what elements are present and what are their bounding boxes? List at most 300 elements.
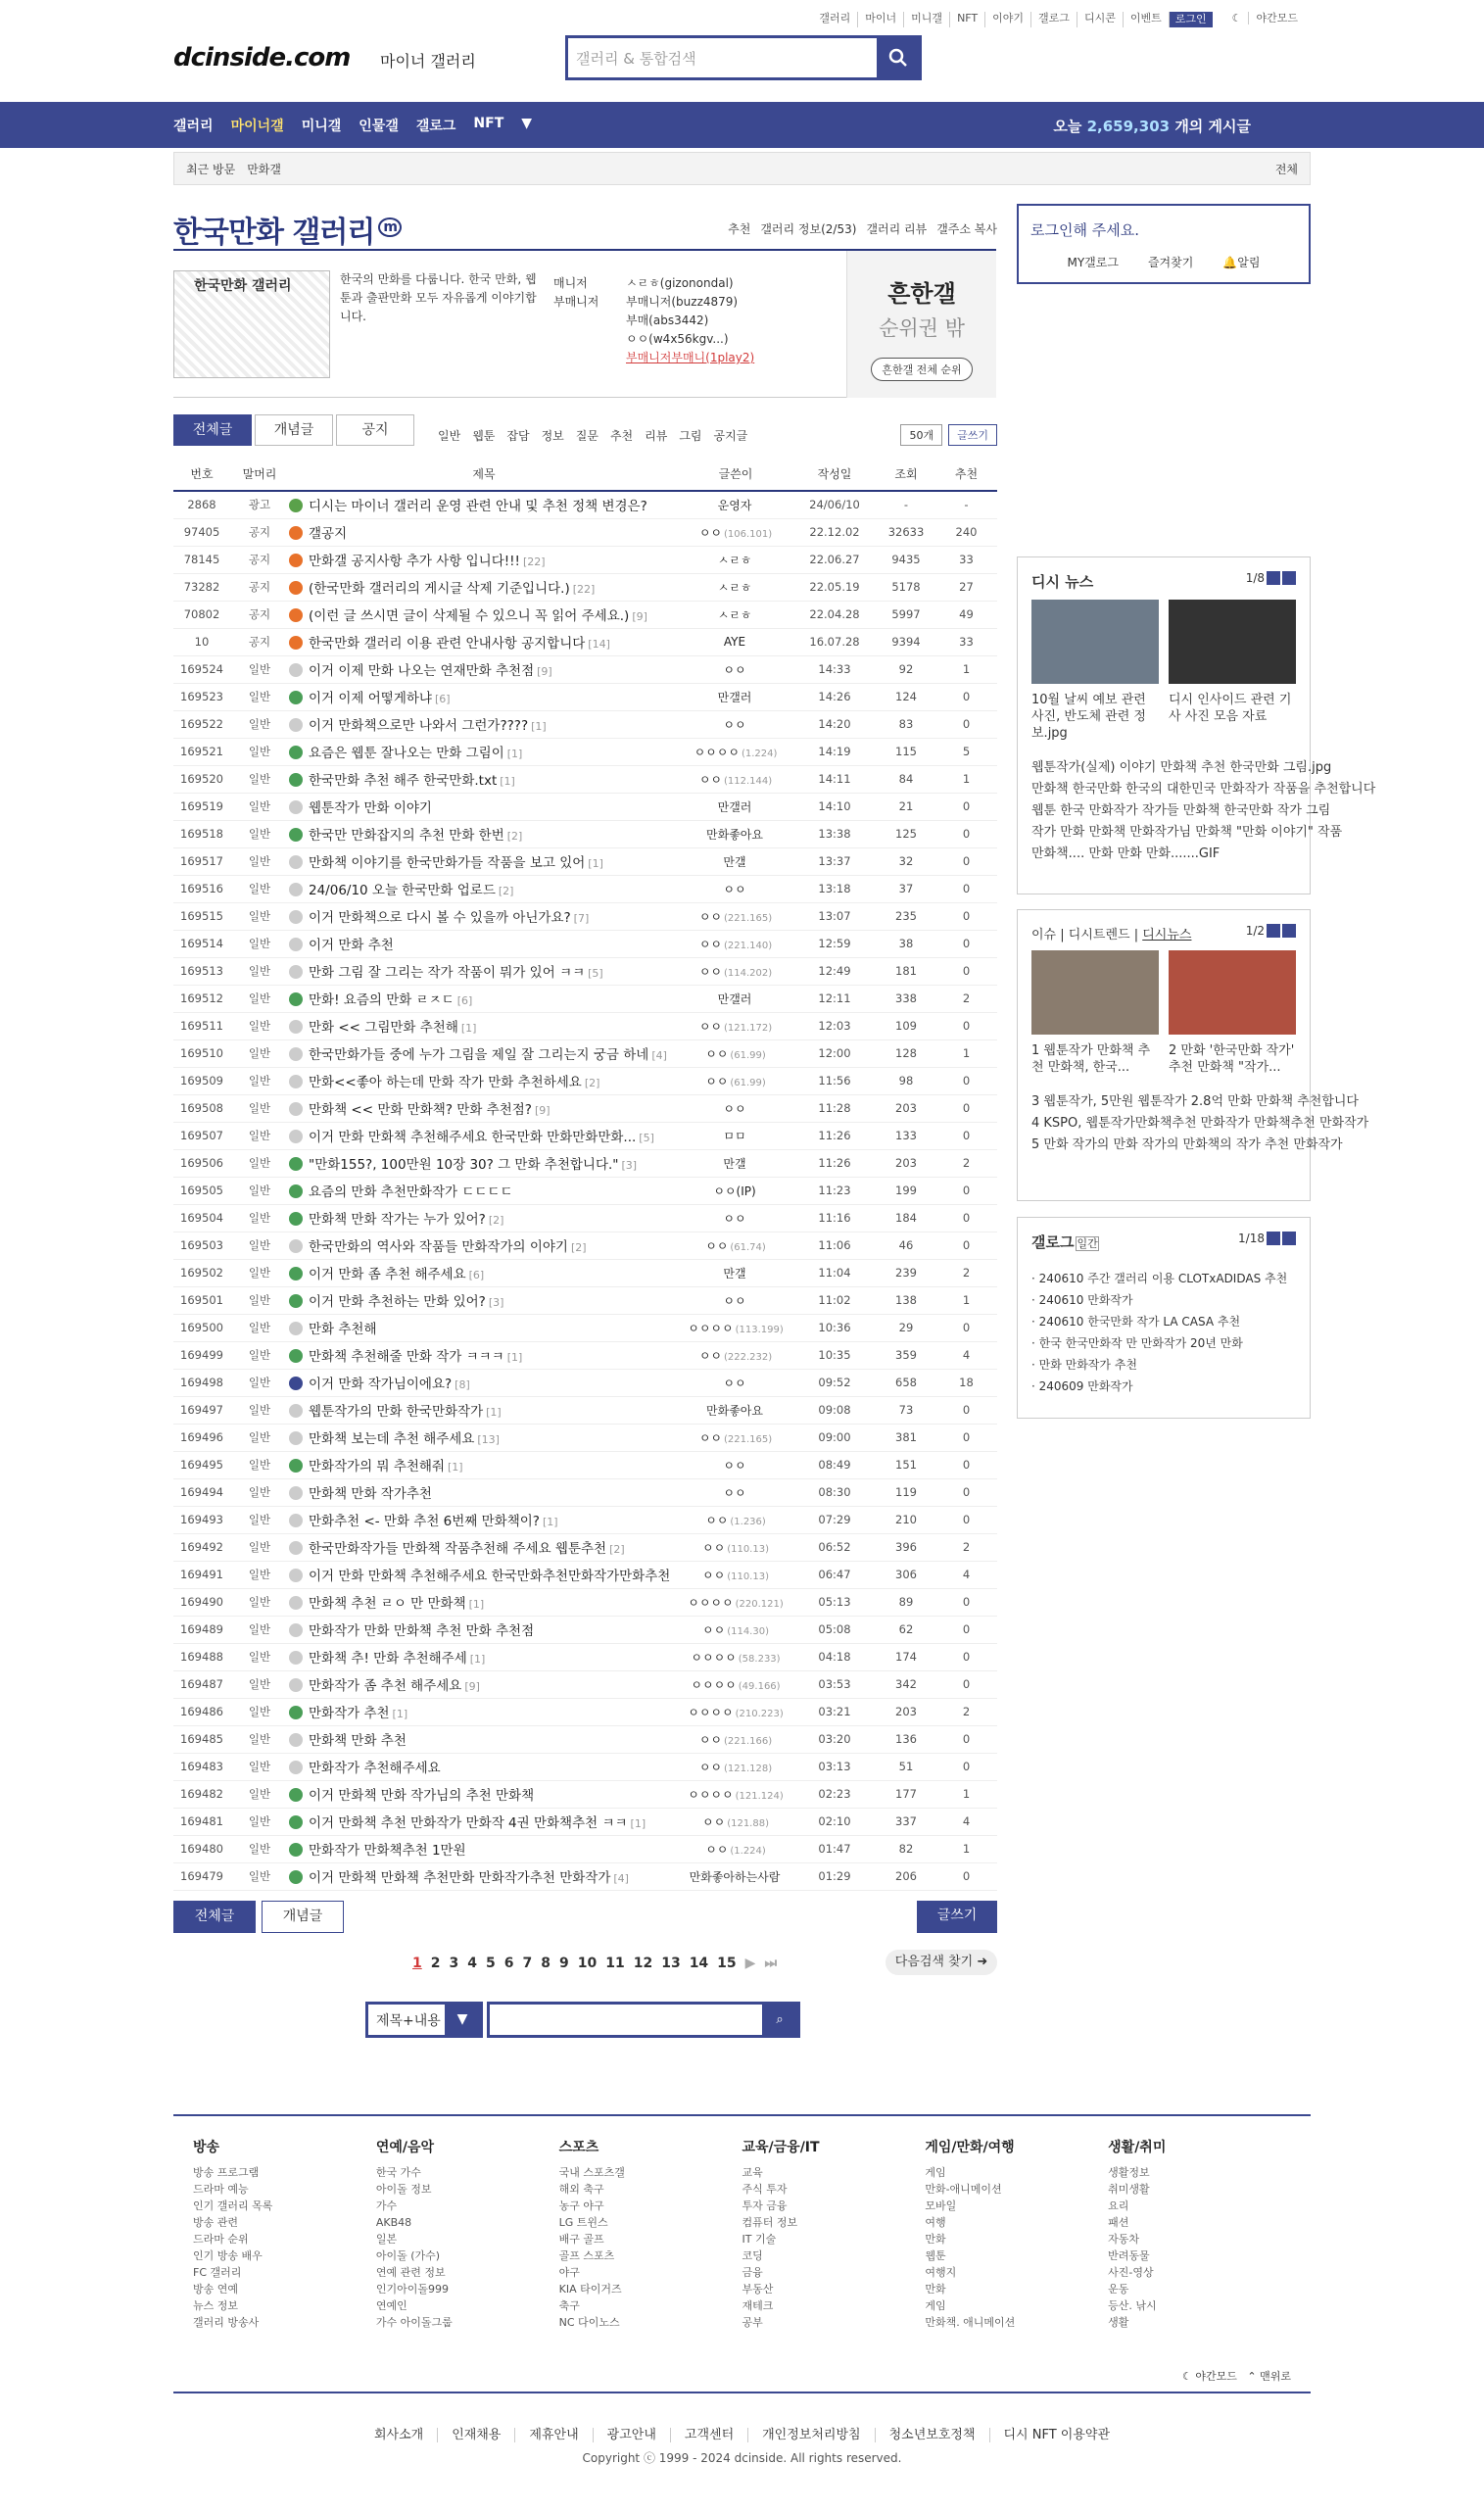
- post-writer-cell[interactable]: [679, 1533, 792, 1561]
- post-writer-cell[interactable]: [679, 1808, 792, 1835]
- footer-column-link[interactable]: AKB48: [375, 2216, 412, 2229]
- post-writer-cell[interactable]: [679, 1314, 792, 1341]
- list-count-select[interactable]: 50개: [900, 424, 942, 446]
- head-filter[interactable]: 리뷰: [645, 429, 668, 443]
- post-writer[interactable]: ㅇㅇㅇㅇ: [688, 1705, 734, 1719]
- post-writer-cell[interactable]: [679, 1643, 792, 1670]
- prev-icon[interactable]: [1267, 1232, 1280, 1245]
- footer-column-link[interactable]: 부동산: [742, 2283, 774, 2296]
- gallery-info-link[interactable]: 갤러리 정보(2/53): [760, 222, 857, 236]
- prev-icon[interactable]: [1267, 571, 1280, 585]
- footer-link[interactable]: 고객센터: [671, 2428, 748, 2442]
- post-title-cell[interactable]: [289, 985, 679, 1012]
- post-writer[interactable]: ㅇㅇ: [705, 1238, 729, 1253]
- page-link[interactable]: 3: [449, 1956, 459, 1971]
- footer-link[interactable]: 개인정보처리방침: [748, 2428, 875, 2442]
- footer-column-link[interactable]: 여행지: [925, 2266, 957, 2279]
- post-writer[interactable]: ㅇㅇㅇㅇ: [688, 1321, 734, 1335]
- post-writer-cell[interactable]: [679, 1424, 792, 1451]
- post-title-cell[interactable]: [289, 765, 679, 793]
- table-row[interactable]: [173, 1396, 997, 1424]
- post-title-cell[interactable]: [289, 573, 679, 601]
- post-writer-cell[interactable]: [679, 1753, 792, 1780]
- post-title[interactable]: 한국만화 추천 해주 한국만화.txt: [309, 773, 498, 789]
- post-title-cell[interactable]: [289, 1094, 679, 1122]
- footer-column-link[interactable]: 만화-애니메이션: [925, 2183, 1002, 2196]
- table-row[interactable]: [173, 1753, 997, 1780]
- post-title-cell[interactable]: [289, 1369, 679, 1396]
- footer-column-link[interactable]: 여행: [925, 2216, 946, 2229]
- footer-column-link[interactable]: 웹툰: [925, 2249, 946, 2262]
- post-writer[interactable]: ㅇㅇ: [698, 937, 723, 951]
- issue-caption[interactable]: 2 만화 '한국만화 작가' 추천 만화책 "작가...: [1169, 1043, 1295, 1075]
- post-title[interactable]: 한국만화가들 중에 누가 그림을 제일 잘 그리는지 궁금 하네: [309, 1047, 649, 1063]
- footer-column-link[interactable]: 생활정보: [1108, 2166, 1150, 2179]
- table-row[interactable]: [173, 1808, 997, 1835]
- comment-count[interactable]: [2]: [488, 1214, 504, 1227]
- post-title-cell[interactable]: [289, 518, 679, 546]
- table-row[interactable]: [173, 793, 997, 820]
- post-writer-cell[interactable]: [679, 1067, 792, 1094]
- post-title[interactable]: 만화책 만화 작가는 누가 있어?: [309, 1212, 486, 1228]
- post-title-cell[interactable]: [289, 1396, 679, 1424]
- footer-link[interactable]: 광고안내: [594, 2428, 671, 2442]
- comment-count[interactable]: [1]: [460, 1022, 477, 1035]
- comment-count[interactable]: [9]: [537, 665, 552, 678]
- top-link-story[interactable]: 이야기: [985, 12, 1031, 27]
- search-button[interactable]: [877, 38, 919, 77]
- table-row[interactable]: [173, 1698, 997, 1725]
- post-writer-cell[interactable]: [679, 683, 792, 710]
- post-title-cell[interactable]: [289, 820, 679, 847]
- footer-column-link[interactable]: 반려동물: [1108, 2249, 1150, 2262]
- footer-column-title[interactable]: 스포츠: [558, 2140, 599, 2155]
- page-link[interactable]: 5: [486, 1956, 496, 1971]
- post-title-cell[interactable]: [289, 1341, 679, 1369]
- footer-link[interactable]: 회사소개: [360, 2428, 438, 2442]
- post-writer-cell[interactable]: [679, 573, 792, 601]
- post-writer-cell[interactable]: [679, 1232, 792, 1259]
- table-row[interactable]: [173, 546, 997, 573]
- post-title-cell[interactable]: [289, 1314, 679, 1341]
- post-writer[interactable]: ㅇㅇ: [702, 1568, 726, 1582]
- footer-column-link[interactable]: 뉴스 정보: [193, 2299, 239, 2312]
- post-title-cell[interactable]: [289, 930, 679, 957]
- footer-column-link[interactable]: 아이돌 (가수): [375, 2249, 441, 2262]
- post-title[interactable]: 이거 만화책으로만 나와서 그런가????: [309, 718, 529, 734]
- post-writer[interactable]: ㅇㅇ: [698, 772, 723, 787]
- footer-column-link[interactable]: 게임: [925, 2299, 946, 2312]
- post-writer-cell[interactable]: [679, 1259, 792, 1286]
- post-writer[interactable]: ㅅㄹㅎ: [717, 607, 752, 622]
- post-title-cell[interactable]: [289, 1012, 679, 1039]
- comment-count[interactable]: [2]: [609, 1543, 625, 1556]
- page-link[interactable]: 11: [605, 1956, 625, 1971]
- post-writer[interactable]: ㅇㅇ: [698, 909, 723, 924]
- table-row[interactable]: [173, 875, 997, 902]
- bottom-search-input[interactable]: [487, 2002, 800, 2038]
- post-title-cell[interactable]: [289, 957, 679, 985]
- post-title-cell[interactable]: [289, 1506, 679, 1533]
- table-row[interactable]: [173, 1561, 997, 1588]
- table-row[interactable]: [173, 710, 997, 738]
- footer-column-link[interactable]: 모바일: [925, 2199, 957, 2212]
- table-row[interactable]: [173, 628, 997, 655]
- footer-column-link[interactable]: 방송 연예: [193, 2283, 239, 2296]
- post-title-cell[interactable]: [289, 1451, 679, 1478]
- post-writer-cell[interactable]: [679, 957, 792, 985]
- footer-column-link[interactable]: IT 기술: [742, 2233, 777, 2246]
- post-writer[interactable]: ㅇㅇㅇㅇ: [688, 1595, 734, 1610]
- table-row[interactable]: [173, 683, 997, 710]
- news-image[interactable]: [1031, 600, 1159, 684]
- bottom-best-button[interactable]: 개념글: [262, 1901, 344, 1933]
- footer-column-title[interactable]: 게임/만화/여행: [925, 2140, 1015, 2155]
- night-mode-footer[interactable]: ☾ 야간모드: [1182, 2370, 1237, 2383]
- footer-column-link[interactable]: 축구: [558, 2299, 580, 2312]
- next-page-icon[interactable]: ▶: [744, 1956, 756, 1971]
- table-row[interactable]: [173, 1616, 997, 1643]
- post-title-cell[interactable]: [289, 546, 679, 573]
- post-title[interactable]: 요즘의 만화 추천만화작가 ㄷㄷㄷㄷ: [309, 1184, 513, 1200]
- post-title[interactable]: 요즘은 웹툰 잘나오는 만화 그림이: [309, 746, 504, 761]
- comment-count[interactable]: [1]: [506, 748, 523, 760]
- write-button[interactable]: 글쓰기: [917, 1901, 997, 1933]
- bottom-all-button[interactable]: 전체글: [173, 1901, 256, 1933]
- comment-count[interactable]: [7]: [573, 912, 590, 925]
- post-title[interactable]: (한국만화 갤러리의 게시글 삭제 기준입니다.): [309, 581, 570, 597]
- recent-visit[interactable]: 최근 방문: [186, 162, 236, 176]
- bottom-search-icon[interactable]: ⌕: [762, 2005, 797, 2035]
- tab-notice[interactable]: 공지: [336, 414, 414, 446]
- submanager-name[interactable]: 부매니저(buzz4879): [626, 295, 739, 309]
- footer-column-link[interactable]: 일본: [375, 2233, 398, 2246]
- post-writer[interactable]: 만화좋아하는사람: [689, 1869, 781, 1884]
- news-caption[interactable]: 10월 날씨 예보 관련 사진, 반도체 관련 정보.jpg: [1031, 693, 1146, 741]
- post-writer[interactable]: ㅇㅇ: [702, 1814, 726, 1829]
- table-row[interactable]: [173, 1232, 997, 1259]
- global-search-input[interactable]: 갤러리 & 통합검색: [576, 50, 696, 68]
- search-type-select[interactable]: [365, 2002, 483, 2038]
- table-row[interactable]: [173, 1314, 997, 1341]
- post-writer[interactable]: ㅇㅇ: [698, 1732, 723, 1747]
- post-writer[interactable]: ㅇㅇ: [723, 1211, 746, 1226]
- site-logo[interactable]: dcinside.com: [173, 43, 351, 72]
- comment-count[interactable]: [6]: [434, 693, 451, 705]
- my-gallog-link[interactable]: MY갤로그: [1067, 256, 1119, 269]
- post-title[interactable]: 만화작가 만화 만화책 추천 만화 추천점: [309, 1623, 535, 1639]
- post-writer-cell[interactable]: [679, 491, 792, 518]
- table-row[interactable]: [173, 573, 997, 601]
- table-row[interactable]: [173, 1286, 997, 1314]
- post-writer[interactable]: ㅅㄹㅎ: [717, 553, 752, 567]
- post-title[interactable]: 이거 만화책 추천 만화작가 만화작 4권 만화책추천 ㅋㅋ: [309, 1815, 628, 1831]
- news-item[interactable]: 만화책.... 만화 만화 만화.......GIF: [1031, 846, 1221, 861]
- post-title[interactable]: 만화갤 공지사항 추가 사항 입니다!!!: [309, 554, 520, 569]
- post-title[interactable]: 이거 만화 좀 추천 해주세요: [309, 1267, 466, 1282]
- post-writer[interactable]: ㅇㅇ: [705, 1046, 729, 1061]
- footer-column-link[interactable]: 운동: [1108, 2283, 1129, 2296]
- post-writer-cell[interactable]: [679, 601, 792, 628]
- post-title-cell[interactable]: [289, 1616, 679, 1643]
- table-row[interactable]: [173, 1067, 997, 1094]
- footer-column-link[interactable]: 연예 관련 정보: [375, 2266, 446, 2279]
- post-writer-cell[interactable]: [679, 847, 792, 875]
- top-link-gallog[interactable]: 갤로그: [1031, 12, 1077, 27]
- footer-column-title[interactable]: 방송: [193, 2140, 220, 2155]
- comment-count[interactable]: [9]: [464, 1680, 480, 1693]
- post-writer[interactable]: ㅁㅁ: [723, 1129, 746, 1143]
- post-writer-cell[interactable]: [679, 1725, 792, 1753]
- footer-column-link[interactable]: 인기 방송 배우: [193, 2249, 263, 2262]
- post-writer-cell[interactable]: [679, 1396, 792, 1424]
- head-filter[interactable]: 공지글: [713, 429, 748, 443]
- table-row[interactable]: [173, 1588, 997, 1616]
- post-writer[interactable]: ㅇㅇ: [723, 662, 746, 677]
- comment-count[interactable]: [1]: [468, 1598, 485, 1611]
- footer-column-link[interactable]: 만화책. 애니메이션: [925, 2316, 1016, 2329]
- post-title-cell[interactable]: [289, 1424, 679, 1451]
- post-title[interactable]: 이거 만화책으로 다시 볼 수 있을까 아닌가요?: [309, 910, 571, 926]
- footer-column-link[interactable]: 방송 프로그램: [193, 2166, 260, 2179]
- tab-news[interactable]: 디시뉴스: [1142, 928, 1192, 942]
- post-writer-cell[interactable]: [679, 1094, 792, 1122]
- tab-all[interactable]: 전체글: [173, 414, 252, 446]
- post-title-cell[interactable]: [289, 628, 679, 655]
- table-row[interactable]: [173, 1204, 997, 1232]
- post-title-cell[interactable]: [289, 1259, 679, 1286]
- post-writer[interactable]: ㅇㅇㅇㅇ: [691, 1677, 737, 1692]
- post-writer[interactable]: ㅇㅇ: [698, 1760, 723, 1774]
- gallog-item[interactable]: · 만화 만화작가 추천: [1031, 1358, 1137, 1372]
- issue-item[interactable]: 3 웹툰작가, 5만원 웹툰작가 2.8억 만화 만화책 추천합니다: [1031, 1094, 1359, 1109]
- post-title[interactable]: 만화책 만화 추천: [309, 1733, 407, 1749]
- comment-count[interactable]: [1]: [392, 1708, 408, 1720]
- post-writer-cell[interactable]: [679, 765, 792, 793]
- footer-column-link[interactable]: 사진-영상: [1108, 2266, 1154, 2279]
- table-row[interactable]: [173, 655, 997, 683]
- footer-column-link[interactable]: 드라마 순위: [193, 2233, 249, 2246]
- post-writer[interactable]: ㅅㄹㅎ: [717, 580, 752, 595]
- comment-count[interactable]: [1]: [542, 1516, 558, 1528]
- post-title[interactable]: 만화 추천해: [309, 1322, 377, 1337]
- footer-link[interactable]: 청소년보호정책: [876, 2428, 990, 2442]
- top-link-nft[interactable]: NFT: [950, 12, 985, 27]
- post-writer[interactable]: 만갤: [723, 1156, 746, 1171]
- post-writer-cell[interactable]: [679, 1341, 792, 1369]
- gnb-item-gallery[interactable]: 갤러리: [173, 119, 214, 134]
- post-writer-cell[interactable]: [679, 710, 792, 738]
- post-title-cell[interactable]: [289, 1039, 679, 1067]
- comment-count[interactable]: [5]: [588, 967, 603, 980]
- submanager-name[interactable]: 부매니저부매니(1play2): [626, 351, 755, 364]
- news-image[interactable]: [1169, 600, 1296, 684]
- post-title-cell[interactable]: [289, 1204, 679, 1232]
- comment-count[interactable]: [1]: [588, 857, 603, 870]
- news-item[interactable]: 웹툰작가(실제) 이야기 만화책 추천 한국만화 그림.jpg: [1031, 760, 1332, 775]
- post-title[interactable]: 만화책 만화 작가추천: [309, 1486, 432, 1502]
- comment-count[interactable]: [4]: [651, 1049, 667, 1062]
- post-writer[interactable]: ㅇㅇ: [723, 1293, 746, 1308]
- post-title[interactable]: 웹툰작가의 만화 한국만화작가: [309, 1404, 484, 1420]
- to-top-link[interactable]: ⌃ 맨위로: [1247, 2370, 1291, 2383]
- post-title[interactable]: 만화작가 좀 추천 해주세요: [309, 1678, 462, 1694]
- post-title-cell[interactable]: [289, 710, 679, 738]
- table-row[interactable]: [173, 1533, 997, 1561]
- post-title-cell[interactable]: [289, 1698, 679, 1725]
- night-mode-toggle[interactable]: [1219, 12, 1312, 27]
- table-row[interactable]: [173, 1177, 997, 1204]
- footer-column-link[interactable]: KIA 타이거즈: [558, 2283, 622, 2296]
- post-title-cell[interactable]: [289, 655, 679, 683]
- comment-count[interactable]: [1]: [448, 1461, 463, 1474]
- table-row[interactable]: [173, 1424, 997, 1451]
- footer-column-link[interactable]: 주식 투자: [742, 2183, 788, 2196]
- post-title[interactable]: 이거 만화책 만화 작가님의 추천 만화책: [309, 1788, 535, 1804]
- post-writer-cell[interactable]: [679, 793, 792, 820]
- post-title-cell[interactable]: [289, 1670, 679, 1698]
- head-filter[interactable]: 일반: [438, 429, 461, 443]
- gallog-item[interactable]: · 240610 한국만화 작가 LA CASA 추천: [1031, 1315, 1241, 1329]
- post-title[interactable]: 24/06/10 오늘 한국만화 업로드: [309, 883, 496, 898]
- page-link[interactable]: 1: [412, 1956, 422, 1971]
- subnav-all[interactable]: 전체: [1274, 162, 1298, 176]
- footer-column-title[interactable]: 교육/금융/IT: [742, 2140, 820, 2155]
- post-title-cell[interactable]: [289, 902, 679, 930]
- post-title[interactable]: 이거 만화책 만화책 추천만화 만화작가추천 만화작가: [309, 1870, 611, 1886]
- footer-column-link[interactable]: 가수: [375, 2199, 398, 2212]
- footer-column-link[interactable]: 연예인: [375, 2299, 407, 2312]
- manager-name[interactable]: ㅅㄹㅎ(gizonondal): [626, 276, 734, 290]
- comment-count[interactable]: [9]: [632, 610, 647, 623]
- footer-column-link[interactable]: 가수 아이돌그룹: [375, 2316, 453, 2329]
- footer-column-link[interactable]: NC 다이노스: [558, 2316, 620, 2329]
- comment-count[interactable]: [1]: [630, 1817, 646, 1830]
- tab-issue[interactable]: 이슈: [1031, 928, 1057, 942]
- notification-link[interactable]: [1222, 254, 1260, 270]
- gallery-review-link[interactable]: 갤러리 리뷰: [866, 222, 928, 236]
- head-filter[interactable]: 잡담: [506, 429, 530, 443]
- comment-count[interactable]: [8]: [455, 1378, 470, 1391]
- post-writer[interactable]: AYE: [723, 635, 746, 649]
- favorites-link[interactable]: 즐겨찾기: [1147, 256, 1194, 269]
- next-icon[interactable]: [1282, 1232, 1296, 1245]
- post-writer-cell[interactable]: [679, 1177, 792, 1204]
- post-writer[interactable]: ㅇㅇㅇㅇ: [691, 1650, 737, 1665]
- post-writer[interactable]: 만갤러: [717, 991, 752, 1006]
- write-button-top[interactable]: 글쓰기: [948, 424, 997, 446]
- post-writer-cell[interactable]: [679, 930, 792, 957]
- submanager-name[interactable]: 부매(abs3442): [626, 314, 709, 327]
- footer-column-link[interactable]: 골프 스포츠: [558, 2249, 615, 2262]
- post-title[interactable]: 만화책 추천해줄 만화 작가 ㅋㅋㅋ: [309, 1349, 504, 1365]
- table-row[interactable]: [173, 1094, 997, 1122]
- post-title-cell[interactable]: [289, 875, 679, 902]
- comment-count[interactable]: [1]: [531, 720, 547, 733]
- comment-count[interactable]: [6]: [468, 1269, 485, 1281]
- footer-column-link[interactable]: 만화: [925, 2283, 946, 2296]
- post-writer-cell[interactable]: [679, 985, 792, 1012]
- top-link-minor[interactable]: 마이너: [858, 12, 904, 27]
- post-title[interactable]: 만화추천 <- 만화 추천 6번째 만화책이?: [309, 1514, 540, 1529]
- post-writer-cell[interactable]: [679, 518, 792, 546]
- page-link[interactable]: 12: [633, 1956, 653, 1971]
- post-writer[interactable]: 만갤: [723, 854, 746, 869]
- post-writer[interactable]: ㅇㅇ: [702, 1622, 726, 1637]
- post-title[interactable]: 만화책 보는데 추천 해주세요: [309, 1431, 475, 1447]
- post-writer[interactable]: 만갤: [723, 1266, 746, 1281]
- post-writer-cell[interactable]: [679, 1780, 792, 1808]
- prev-icon[interactable]: [1267, 924, 1280, 938]
- post-title[interactable]: 갤공지: [309, 526, 348, 542]
- post-writer[interactable]: 만화좋아요: [706, 1403, 763, 1418]
- post-writer[interactable]: ㅇㅇ: [723, 717, 746, 732]
- post-title[interactable]: 이거 만화 작가님이에요?: [309, 1377, 453, 1392]
- comment-count[interactable]: [3]: [621, 1159, 638, 1172]
- post-writer[interactable]: ㅇㅇ: [698, 964, 723, 979]
- top-link-dccon[interactable]: 디시콘: [1077, 12, 1124, 27]
- comment-count[interactable]: [1]: [506, 1351, 523, 1364]
- issue-item[interactable]: 4 KSPO, 웹툰작가만화책추천 만화작가 만화책추천 만화작가: [1031, 1116, 1369, 1131]
- post-title[interactable]: 디시는 마이너 갤러리 운영 관련 안내 및 추천 정책 변경은?: [309, 499, 647, 515]
- post-title-cell[interactable]: [289, 1753, 679, 1780]
- table-row[interactable]: [173, 1862, 997, 1890]
- post-writer-cell[interactable]: [679, 1506, 792, 1533]
- post-writer-cell[interactable]: [679, 1204, 792, 1232]
- table-row[interactable]: [173, 765, 997, 793]
- footer-column-link[interactable]: 아이돌 정보: [375, 2183, 432, 2196]
- footer-column-link[interactable]: 배구 골프: [558, 2233, 604, 2246]
- post-writer-cell[interactable]: [679, 655, 792, 683]
- table-row[interactable]: [173, 1780, 997, 1808]
- post-writer[interactable]: ㅇㅇ: [723, 1376, 746, 1390]
- post-title-cell[interactable]: [289, 1561, 679, 1588]
- footer-column-link[interactable]: 패션: [1108, 2216, 1129, 2229]
- comment-count[interactable]: [2]: [584, 1077, 600, 1089]
- post-title-cell[interactable]: [289, 1862, 679, 1890]
- post-writer[interactable]: 만화좋아요: [706, 827, 763, 842]
- post-title-cell[interactable]: [289, 1177, 679, 1204]
- gallog-item[interactable]: · 240609 만화작가: [1031, 1379, 1133, 1393]
- footer-column-link[interactable]: 게임: [925, 2166, 946, 2179]
- post-writer-cell[interactable]: [679, 1122, 792, 1149]
- table-row[interactable]: [173, 1012, 997, 1039]
- footer-column-title[interactable]: 생활/취미: [1108, 2140, 1167, 2155]
- footer-column-link[interactable]: 자동차: [1108, 2233, 1140, 2246]
- post-writer-cell[interactable]: [679, 1862, 792, 1890]
- page-link[interactable]: 10: [577, 1956, 598, 1971]
- issue-item[interactable]: 5 만화 작가의 만화 작가의 만화책의 작가 추천 만화작가: [1031, 1137, 1343, 1152]
- tab-trend[interactable]: 디시트렌드: [1068, 928, 1130, 942]
- post-writer-cell[interactable]: [679, 1039, 792, 1067]
- gnb-more-arrow-icon[interactable]: ▼: [521, 116, 533, 131]
- footer-link[interactable]: 제휴안내: [515, 2428, 593, 2442]
- post-title-cell[interactable]: [289, 1122, 679, 1149]
- footer-column-title[interactable]: 연예/음악: [375, 2140, 435, 2155]
- tab-best[interactable]: 개념글: [255, 414, 333, 446]
- post-title-cell[interactable]: [289, 1780, 679, 1808]
- recent-gallery[interactable]: 만화갤: [247, 162, 281, 176]
- comment-count[interactable]: [1]: [469, 1653, 486, 1666]
- top-login-button[interactable]: 로그인: [1170, 12, 1213, 27]
- table-row[interactable]: [173, 601, 997, 628]
- footer-column-link[interactable]: 코딩: [742, 2249, 763, 2262]
- post-writer[interactable]: ㅇㅇ: [723, 1485, 746, 1500]
- post-title[interactable]: 웹툰작가 만화 이야기: [309, 800, 432, 816]
- footer-column-link[interactable]: 농구 야구: [558, 2199, 604, 2212]
- footer-column-link[interactable]: FC 갤러리: [193, 2266, 242, 2279]
- post-title[interactable]: (이런 글 쓰시면 글이 삭제될 수 있으니 꼭 읽어 주세요.): [309, 608, 630, 624]
